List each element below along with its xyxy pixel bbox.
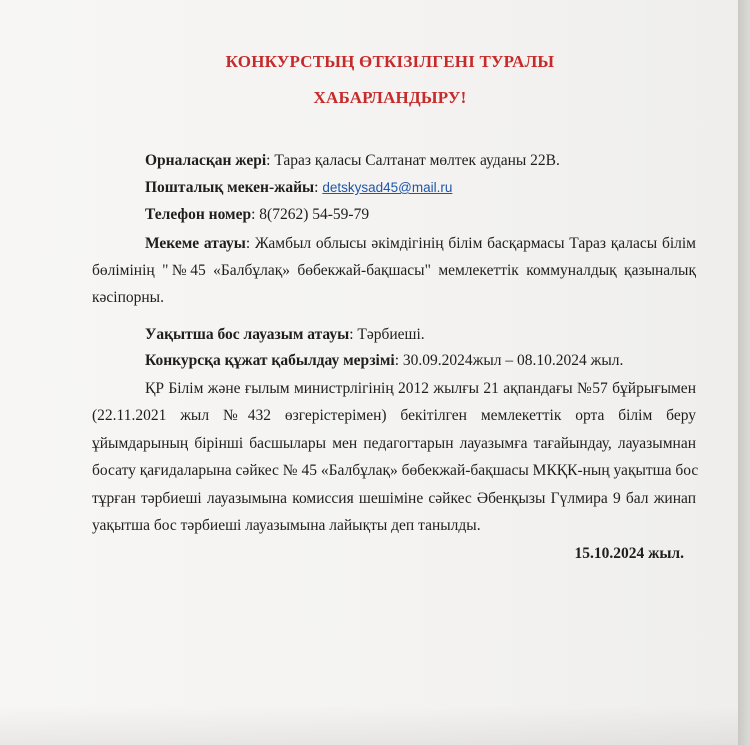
body-line6: уақытша бос тәрбиеші лауазымына лайықты деп танылды. <box>92 517 481 534</box>
body-line5: тұрған тәрбиеші лауазымына комиссия шешіміне сәйкес Әбенқызы Гүлмира 9 бал жинап <box>92 490 696 507</box>
deadline-label: Конкурсқа құжат қабылдау мерзімі <box>145 352 395 369</box>
body-line4: босату қағидаларына сәйкес № 45 «Балбұлақ» бөбекжай-бақшасы МКҚК-ның уақытша бос <box>92 462 699 479</box>
phone-value: : 8(7262) 54-59-79 <box>251 206 370 223</box>
announcement-title-line1: КОНКУРСТЫҢ ӨТКІЗІЛГЕНІ ТУРАЛЫ <box>225 52 555 71</box>
institution-line3: кәсіпорны. <box>92 289 164 306</box>
deadline-line <box>145 352 696 370</box>
vacancy-line <box>145 326 696 344</box>
document-date: 15.10.2024 жыл. <box>574 545 684 562</box>
institution-value: : Жамбыл облысы әкімдігінің білім басқармасы Тараз қаласы білім <box>245 235 696 252</box>
institution-line1 <box>145 235 696 253</box>
postal-line <box>145 179 696 197</box>
vacancy-label: Уақытша бос лауазым атауы <box>145 326 350 343</box>
location-line <box>145 152 696 170</box>
postal-sep: : <box>314 179 323 196</box>
deadline-value: : 30.09.2024жыл – 08.10.2024 жыл. <box>394 352 624 369</box>
institution-label: Мекеме атауы <box>145 235 246 252</box>
body-line1: ҚР Білім және ғылым министрлігінің 2012 жылғы 21 ақпандағы №57 бұйрығымен <box>145 380 696 397</box>
phone-line <box>145 206 696 224</box>
body-line2: (22.11.2021 жыл №432 өзгерістерімен) бекітілген мемлекеттік орта білім беру <box>92 407 696 424</box>
institution-line2: бөлімінің "№45 «Балбұлақ» бөбекжай-бақшасы" мемлекеттік коммуналдық қазыналық <box>92 262 696 279</box>
vacancy-value: : Тәрбиеші. <box>349 326 425 343</box>
body-line3: ұйымдарының бірінші басшылары мен педагогтарын лауазымға тағайындау, лауазымнан <box>92 435 696 452</box>
postal-label: Пошталық мекен-жайы <box>145 179 315 196</box>
phone-label: Телефон номер <box>145 206 252 223</box>
announcement-title-line2: ХАБАРЛАНДЫРУ! <box>313 88 467 107</box>
email-link[interactable]: detskysad45@mail.ru <box>322 180 453 195</box>
page-shadow <box>0 705 738 745</box>
page-edge <box>738 0 750 745</box>
location-value: : Тараз қаласы Салтанат мөлтек ауданы 22В. <box>266 152 560 169</box>
location-label: Орналасқан жері <box>145 152 267 169</box>
